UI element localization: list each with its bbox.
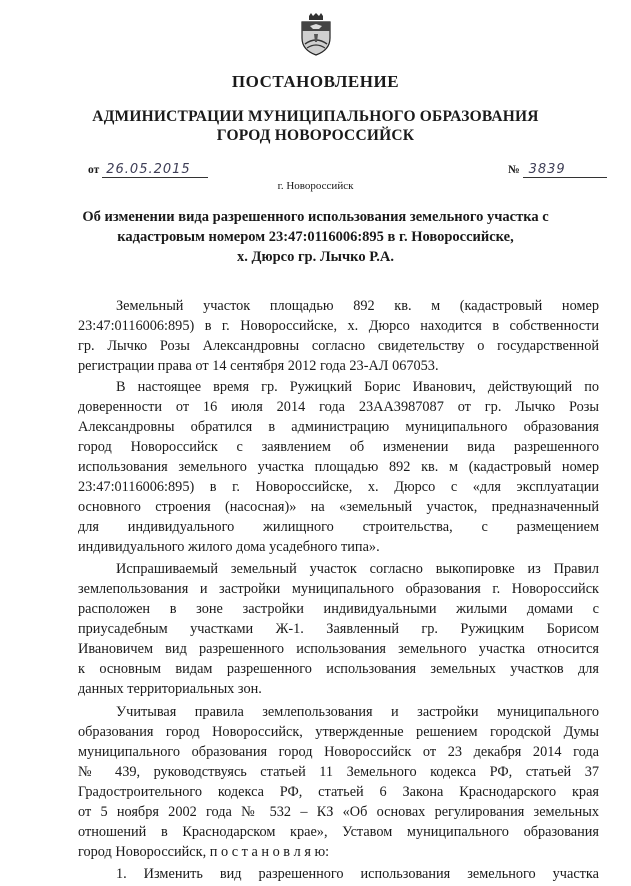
administration-name-line-2: ГОРОД НОВОРОССИЙСК	[216, 127, 415, 144]
handwritten-date: 26.05.2015	[102, 162, 208, 178]
decree-date	[88, 162, 208, 178]
body-line: 23:47:0116006:895) в г. Новороссийске, х. Дюрсо с «для эксплуатации	[78, 479, 599, 495]
body-line: доверенности от 16 июля 2014 года 23АА3987087 от гр. Лычко Розы	[78, 399, 599, 415]
body-line: 23:47:0116006:895) в г. Новороссийске, х. Дюрсо находится в собственности	[78, 318, 599, 334]
body-line: 1. Изменить вид разрешенного использования земельного участка	[116, 866, 599, 882]
body-line: отношений в Краснодарском крае», Уставом муниципального образования	[78, 824, 599, 840]
number-prefix: №	[508, 164, 520, 176]
body-line: индивидуального жилого дома усадебного типа».	[78, 539, 380, 555]
subject-line-2: кадастровым номером 23:47:0116006:895 в г. Новороссийске,	[117, 229, 514, 245]
subject-line-1: Об изменении вида разрешенного использования земельного участка с	[82, 209, 549, 225]
subject-line-3: х. Дюрсо гр. Лычко Р.А.	[237, 249, 394, 265]
decree-number	[508, 162, 607, 178]
novorossiysk-coat-of-arms-icon	[299, 12, 333, 56]
body-line: для индивидуального жилищного строительства, с размещением	[78, 519, 599, 535]
body-line: землепользования и застройки муниципального образования г. Новороссийск	[78, 581, 599, 597]
body-line: Александровны обратился в администрацию муниципального образования	[78, 419, 599, 435]
date-prefix: от	[88, 164, 100, 176]
body-line: гр. Лычко Розы Александровны согласно свидетельству о государственной	[78, 338, 599, 354]
body-line: данных территориальных зон.	[78, 681, 262, 697]
city-name: г. Новороссийск	[277, 180, 354, 192]
body-line: Учитывая правила землепользования и застройки муниципального	[116, 704, 599, 720]
body-line: город Новороссийск, п о с т а н о в л я ю:	[78, 844, 330, 860]
body-line: приусадебным участками Ж-1. Заявленный гр. Ружицким Борисом	[78, 621, 599, 637]
body-line: Испрашиваемый земельный участок согласно выкопировке из Правил	[116, 561, 599, 577]
document-title: ПОСТАНОВЛЕНИЕ	[231, 72, 400, 91]
body-line: использования земельного участка площадью 892 кв. м (кадастровый номер	[78, 459, 599, 475]
handwritten-number: 3839	[523, 162, 607, 178]
body-line: к основным видам разрешенного использования земельных участков для	[78, 661, 599, 677]
body-line: город Новороссийск с заявлением об изменении вида разрешенного	[78, 439, 599, 455]
administration-name-line-1: АДМИНИСТРАЦИИ МУНИЦИПАЛЬНОГО ОБРАЗОВАНИЯ	[92, 108, 539, 125]
body-line: № 439, руководствуясь статьей 11 Земельного кодекса РФ, статьей 37	[78, 764, 599, 780]
body-line: Земельный участок площадью 892 кв. м (кадастровый номер	[116, 298, 599, 314]
body-line: расположен в зоне застройки индивидуальными жилыми домами с	[78, 601, 599, 617]
body-line: от 5 ноября 2002 года № 532 – КЗ «Об основах регулирования земельных	[78, 804, 599, 820]
body-line: образования город Новороссийск, утвержденные решением городской Думы	[78, 724, 599, 740]
body-line: В настоящее время гр. Ружицкий Борис Иванович, действующий по	[116, 379, 599, 395]
body-line: муниципального образования город Новороссийск от 23 декабря 2014 года	[78, 744, 599, 760]
body-line: регистрации права от 14 сентября 2012 года 23-АЛ 067053.	[78, 358, 439, 374]
body-line: Ивановичем вид разрешенного использования земельного участка относится	[78, 641, 599, 657]
body-line: основного строения (насосная)» на «земельный участок, предназначенный	[78, 499, 599, 515]
body-line: Градостроительного кодекса РФ, статьей 6 Закона Краснодарского края	[78, 784, 599, 800]
